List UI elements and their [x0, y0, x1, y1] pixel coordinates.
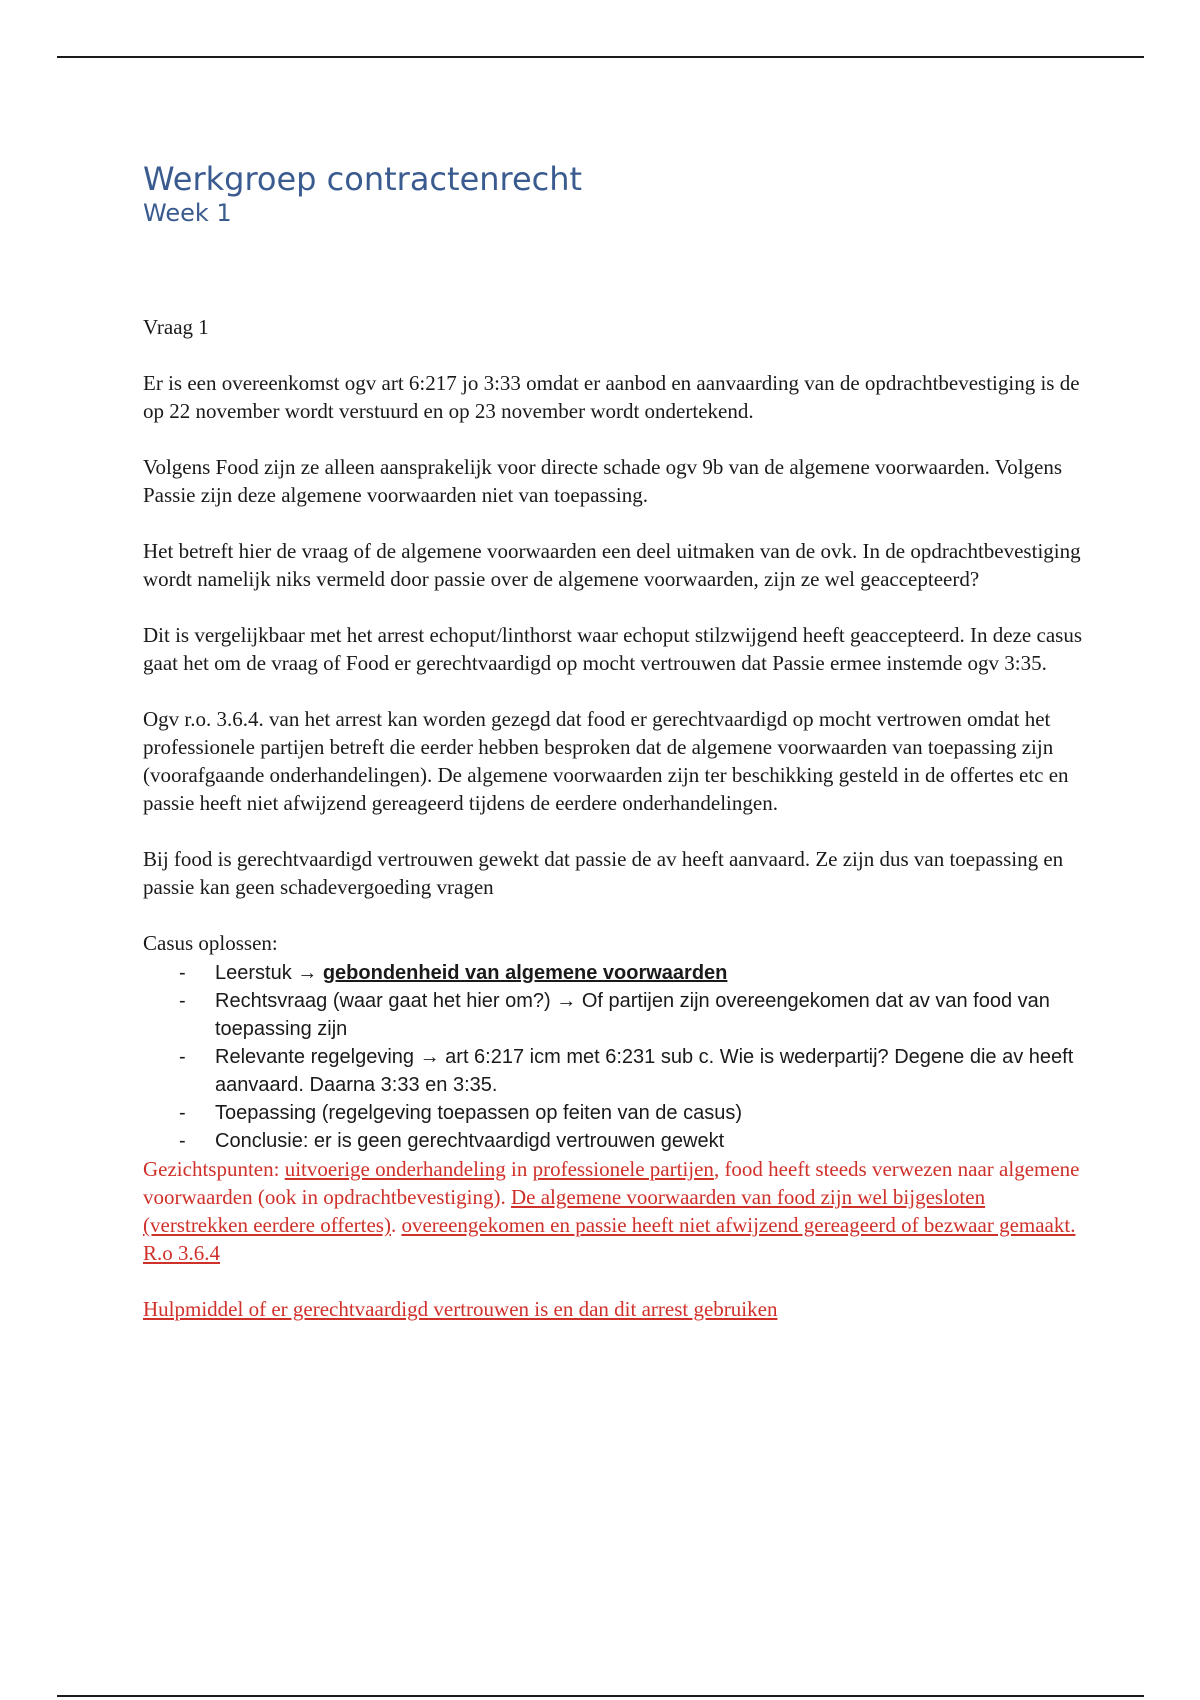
step-topic: gebondenheid van algemene voorwaarden	[322, 962, 728, 984]
step-detail: art 6:217 icm met 6:231 sub c. Wie is wederpartij? Degene die av heeft aanvaard. Daarna 3:33 en 3:35.	[215, 1046, 1074, 1096]
document-body	[143, 160, 1083, 1323]
footer-rule	[57, 1695, 1144, 1697]
notes-part-underlined: De algemene voorwaarden van food zijn wel bijgesloten (verstrekken eerdere offertes)	[143, 1185, 986, 1237]
list-dash: -	[179, 1130, 186, 1152]
step-label: Toepassing (regelgeving toepassen op feiten van de casus)	[215, 1102, 743, 1124]
notes-part-underlined: Hulpmiddel of er gerechtvaardigd vertrouwen is en dan dit arrest gebruiken	[143, 1297, 778, 1321]
paragraph-2: Volgens Food zijn ze alleen aansprakelijk voor directe schade ogv 9b van de algemene voorwaarden. Volgens Passie zijn deze algemene voorwaarden niet van toepassing.	[143, 455, 1063, 507]
list-dash: -	[179, 1046, 186, 1068]
notes-part: , food heeft steeds verwezen naar algemene voorwaarden (ook in opdrachtbevestiging).	[143, 1157, 1080, 1209]
list-dash: -	[179, 962, 186, 984]
list-item	[143, 1099, 1083, 1127]
paragraph-6: Bij food is gerechtvaardigd vertrouwen gewekt dat passie de av heeft aanvaard. Ze zijn dus van toepassing en passie kan geen schadevergoeding vragen	[143, 847, 1064, 899]
document-subtitle: Week 1	[143, 199, 232, 227]
notes-part: Gezichtspunten:	[143, 1157, 285, 1181]
notes-part-underlined: overeengekomen en passie heeft niet afwijzend gereageerd of bezwaar gemaakt. R.o 3.6.4	[143, 1213, 1076, 1265]
list-item	[143, 1127, 1083, 1155]
casus-heading: Casus oplossen:	[143, 931, 278, 955]
list-dash: -	[179, 990, 186, 1012]
list-item	[143, 1043, 1083, 1099]
notes-part-underlined: uitvoerige onderhandeling	[284, 1157, 506, 1181]
arrow-right-icon: →	[297, 962, 318, 984]
step-label: Relevante regelgeving	[215, 1046, 415, 1068]
notes-part-underlined: professionele partijen	[532, 1157, 714, 1181]
list-item	[143, 987, 1083, 1043]
document-title: Werkgroep contractenrecht	[143, 160, 583, 198]
paragraph-5: Ogv r.o. 3.6.4. van het arrest kan worden gezegd dat food er gerechtvaardigd op mocht vertrowen omdat het professionele partijen betreft die eerder hebben besproken dat de algemene voorwaarden van toepassing zijn (voorafgaande onderhandelingen). De algemene voorwaarden zijn ter beschikking gesteld in de offertes etc en passie heeft niet afwijzend gereageerd tijdens de eerdere onderhandelingen.	[143, 707, 1069, 815]
notes-final-line	[143, 1295, 1083, 1323]
list-dash: -	[179, 1102, 186, 1124]
notes-paragraph	[143, 1155, 1083, 1267]
step-label: Leerstuk	[215, 962, 292, 984]
step-detail: Of partijen zijn overeengekomen dat av van food van toepassing zijn	[215, 990, 1050, 1040]
list-item	[143, 959, 1083, 987]
arrow-right-icon: →	[556, 990, 577, 1012]
notes-part: .	[390, 1213, 402, 1237]
casus-steps-list	[143, 959, 1083, 1155]
paragraph-3: Het betreft hier de vraag of de algemene voorwaarden een deel uitmaken van de ovk. In de opdrachtbevestiging wordt namelijk niks vermeld door passie over de algemene voorwaarden, zijn ze wel geaccepteerd?	[143, 539, 1081, 591]
paragraph-1: Er is een overeenkomst ogv art 6:217 jo 3:33 omdat er aanbod en aanvaarding van de opdrachtbevestiging is de op 22 november wordt verstuurd en op 23 november wordt ondertekend.	[143, 371, 1080, 423]
paragraph-4: Dit is vergelijkbaar met het arrest echoput/linthorst waar echoput stilzwijgend heeft geaccepteerd. In deze casus gaat het om de vraag of Food er gerechtvaardigd op mocht vertrouwen dat Passie ermee instemde ogv 3:35.	[143, 623, 1082, 675]
question-label: Vraag 1	[143, 315, 209, 339]
step-label: Rechtsvraag (waar gaat het hier om?)	[215, 990, 551, 1012]
notes-part: in	[505, 1157, 533, 1181]
step-label: Conclusie: er is geen gerechtvaardigd vertrouwen gewekt	[215, 1130, 725, 1152]
arrow-right-icon: →	[419, 1046, 440, 1068]
header-rule	[57, 56, 1144, 58]
